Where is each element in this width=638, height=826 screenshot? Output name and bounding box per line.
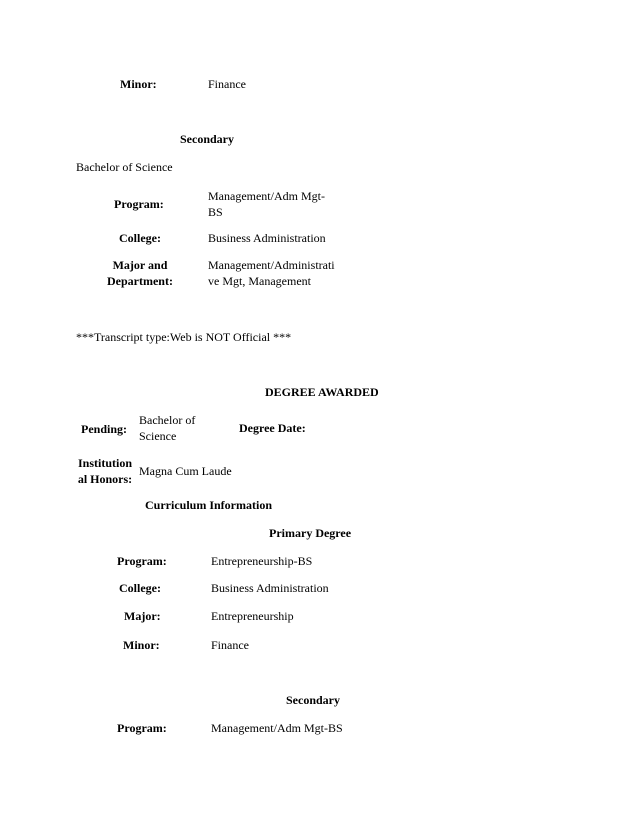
- curriculum-secondary-heading: Secondary: [286, 693, 340, 707]
- degree-awarded-heading: DEGREE AWARDED: [265, 385, 379, 399]
- curriculum-college-label: College:: [119, 581, 161, 595]
- honors-value: Magna Cum Laude: [139, 464, 232, 478]
- major-dept-label-line1: Major and: [112, 258, 168, 272]
- curriculum-major-label: Major:: [124, 609, 161, 623]
- minor-value: Finance: [208, 77, 246, 91]
- degree-date-label: Degree Date:: [239, 421, 306, 435]
- college-value: Business Administration: [208, 231, 326, 245]
- curriculum-heading: Curriculum Information: [145, 498, 272, 512]
- curriculum-program-value: Entrepreneurship-BS: [211, 554, 313, 568]
- program-label: Program:: [114, 197, 164, 211]
- major-dept-value-line1: Management/Administrati: [208, 258, 335, 272]
- secondary-program-value: Management/Adm Mgt-BS: [211, 721, 343, 735]
- primary-degree-heading: Primary Degree: [269, 526, 352, 540]
- pending-label: Pending:: [81, 422, 128, 436]
- curriculum-program-label: Program:: [117, 554, 167, 568]
- college-label: College:: [119, 231, 161, 245]
- curriculum-minor-value: Finance: [211, 638, 249, 652]
- secondary-program-label: Program:: [117, 721, 167, 735]
- honors-label-line1: Institution: [77, 456, 133, 470]
- pending-value-line2: Science: [139, 429, 177, 443]
- program-value-line2: BS: [208, 205, 223, 219]
- degree-type: Bachelor of Science: [76, 160, 173, 174]
- pending-value-line1: Bachelor of: [139, 413, 196, 427]
- secondary-heading: Secondary: [180, 132, 234, 146]
- transcript-notice: ***Transcript type:Web is NOT Official ***: [76, 330, 292, 344]
- program-value-line1: Management/Adm Mgt-: [208, 189, 325, 203]
- curriculum-minor-label: Minor:: [123, 638, 160, 652]
- major-dept-label-line2: Department:: [107, 274, 173, 288]
- minor-label: Minor:: [120, 77, 157, 91]
- honors-label-line2: al Honors:: [77, 472, 133, 486]
- curriculum-major-value: Entrepreneurship: [211, 609, 294, 623]
- major-dept-value-line2: ve Mgt, Management: [208, 274, 311, 288]
- curriculum-college-value: Business Administration: [211, 581, 329, 595]
